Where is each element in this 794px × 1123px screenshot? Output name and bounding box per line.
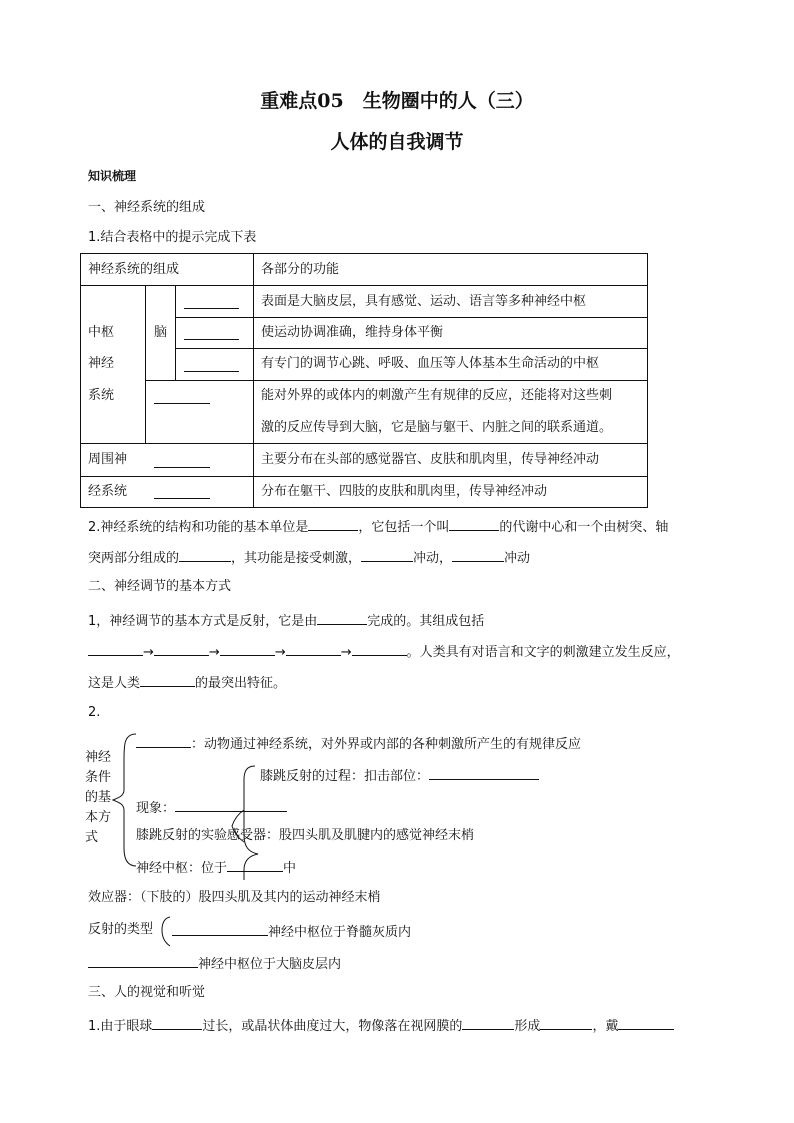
diagram-knee-process: [260, 766, 539, 785]
pns-label-1: 周围神: [88, 452, 128, 467]
phenomenon-text: 现象：: [136, 801, 176, 816]
table-header-composition: 神经系统的组成: [88, 262, 180, 277]
table-header-function: 各部分的功能: [261, 262, 340, 277]
q2-text-g: 冲动: [504, 551, 531, 566]
blank-retina-position[interactable]: [462, 1016, 514, 1030]
reflex-type-2-text: 神经中枢位于大脑皮层内: [198, 957, 342, 972]
doc-title: 重难点05 生物圈中的人（三）: [260, 90, 534, 112]
row-spinal-nerve-function: 分布在躯干、四肢的皮肤和肌肉里，传导神经冲动: [261, 484, 548, 499]
q2-text-a: 2.神经系统的结构和功能的基本单位是: [88, 520, 309, 535]
q2-text-f: 冲动，: [413, 551, 453, 566]
q-eye-text-b: 过长，或晶状体曲度过大，物像落在视网膜的: [202, 1019, 463, 1034]
q-eye-text-c: 形成: [514, 1019, 541, 1034]
row-cerebrum-function: 表面是大脑皮层，具有感觉、运动、语言等多种神经中枢: [261, 294, 587, 309]
blank-phenomenon[interactable]: [175, 798, 287, 812]
pns-label-2: 经系统: [88, 484, 128, 499]
arrow-4: →: [340, 645, 352, 660]
reflex-type-2: [88, 954, 341, 973]
diagram-left-label-2: 条件: [85, 770, 112, 785]
blank-tap-site[interactable]: [429, 766, 539, 780]
q-reflex-text-c: 这是人类: [88, 676, 141, 691]
doc-subtitle: 人体的自我调节: [330, 131, 464, 153]
def-text: ：动物通过神经系统，对外界或内部的各种刺激所产生的有规律反应: [191, 737, 582, 752]
q2-text-d: 突两部分组成的: [88, 551, 180, 566]
part1-q1-intro: 1.结合表格中的提示完成下表: [88, 230, 257, 245]
diagram-phenomenon: [136, 798, 287, 817]
q2-text-e: ，其功能是接受刺激，: [231, 551, 362, 566]
diagram-center: [136, 858, 296, 877]
row-spinal-function-1: 能对外界的或体内的刺激产生有规律的反应，还能将对这些刺: [261, 388, 613, 403]
center-text-a: 神经中枢：位于: [136, 861, 228, 876]
part3-q1: [88, 1016, 674, 1035]
diagram-receptor: 膝跳反射的实验感受器：股四头肌及肌腱内的感觉神经末梢: [136, 828, 475, 843]
q-eye-text-a: 1.由于眼球: [88, 1019, 153, 1034]
section-heading: 知识梳理: [88, 169, 137, 183]
blank-complex-reflex[interactable]: [88, 954, 198, 968]
blank-myopia[interactable]: [540, 1016, 592, 1030]
blank-eyeball-axis[interactable]: [152, 1016, 202, 1030]
arrow-3: →: [274, 645, 286, 660]
blank-center-location[interactable]: [227, 858, 283, 872]
blank-reflex-term[interactable]: [136, 734, 191, 748]
diagram-left-label-3: 的基: [85, 790, 112, 805]
cns-label-1: 中枢: [88, 325, 115, 340]
brain-label: 脑: [154, 325, 168, 340]
row-cranial-function: 主要分布在头部的感觉器官、皮肤和肌肉里，传导神经冲动: [261, 452, 600, 467]
part1-heading: 一、神经系统的组成: [88, 200, 206, 215]
reflex-type-1-text: 神经中枢位于脊髓灰质内: [268, 925, 412, 940]
q-eye-text-d: ，戴: [592, 1019, 619, 1034]
part2-heading: 二、神经调节的基本方式: [88, 579, 232, 594]
q2-text-b: ，它包括一个叫: [358, 520, 450, 535]
q-reflex-text-d: 的最突出特征。: [195, 676, 287, 691]
q2-text-c: 的代谢中心和一个由树突、轴: [499, 520, 669, 535]
arrow-2: →: [208, 645, 220, 660]
part2-q2-label: 2.: [88, 705, 101, 720]
blank-lens-type[interactable]: [618, 1016, 674, 1030]
diagram-effector: 效应器：（下肢的）股四头肌及其内的运动神经末梢: [88, 890, 381, 905]
part3-heading: 三、人的视觉和听觉: [88, 985, 206, 1000]
knee-process-text: 膝跳反射的过程：扣击部位：: [260, 769, 430, 784]
reflex-type-label: 反射的类型: [88, 922, 154, 937]
row-brainstem-function: 有专门的调节心跳、呼吸、血压等人体基本生命活动的中枢: [261, 356, 600, 371]
diagram-def-line: [136, 734, 581, 753]
diagram-left-label-5: 式: [85, 830, 99, 845]
blank-simple-reflex[interactable]: [172, 922, 268, 936]
row-spinal-function-2: 激的反应传导到大脑，它是脑与躯干、内脏之间的联系通道。: [261, 420, 613, 435]
q-reflex-tail: 。人类具有对语言和文字的刺激建立发生反应，: [406, 645, 680, 660]
center-text-b: 中: [283, 861, 297, 876]
q-reflex-text-a: 1，神经调节的基本方式是反射，它是由: [88, 614, 318, 629]
q-reflex-text-b: 完成的。其组成包括: [367, 614, 485, 629]
arrow-1: →: [143, 645, 154, 660]
cns-label-3: 系统: [88, 388, 115, 403]
diagram-left-label-1: 神经: [85, 750, 112, 765]
diagram-left-label-4: 本方: [85, 810, 112, 825]
row-cerebellum-function: 使运动协调准确，维持身体平衡: [261, 325, 444, 340]
cns-label-2: 神经: [88, 356, 115, 371]
reflex-type-1: [172, 922, 411, 941]
